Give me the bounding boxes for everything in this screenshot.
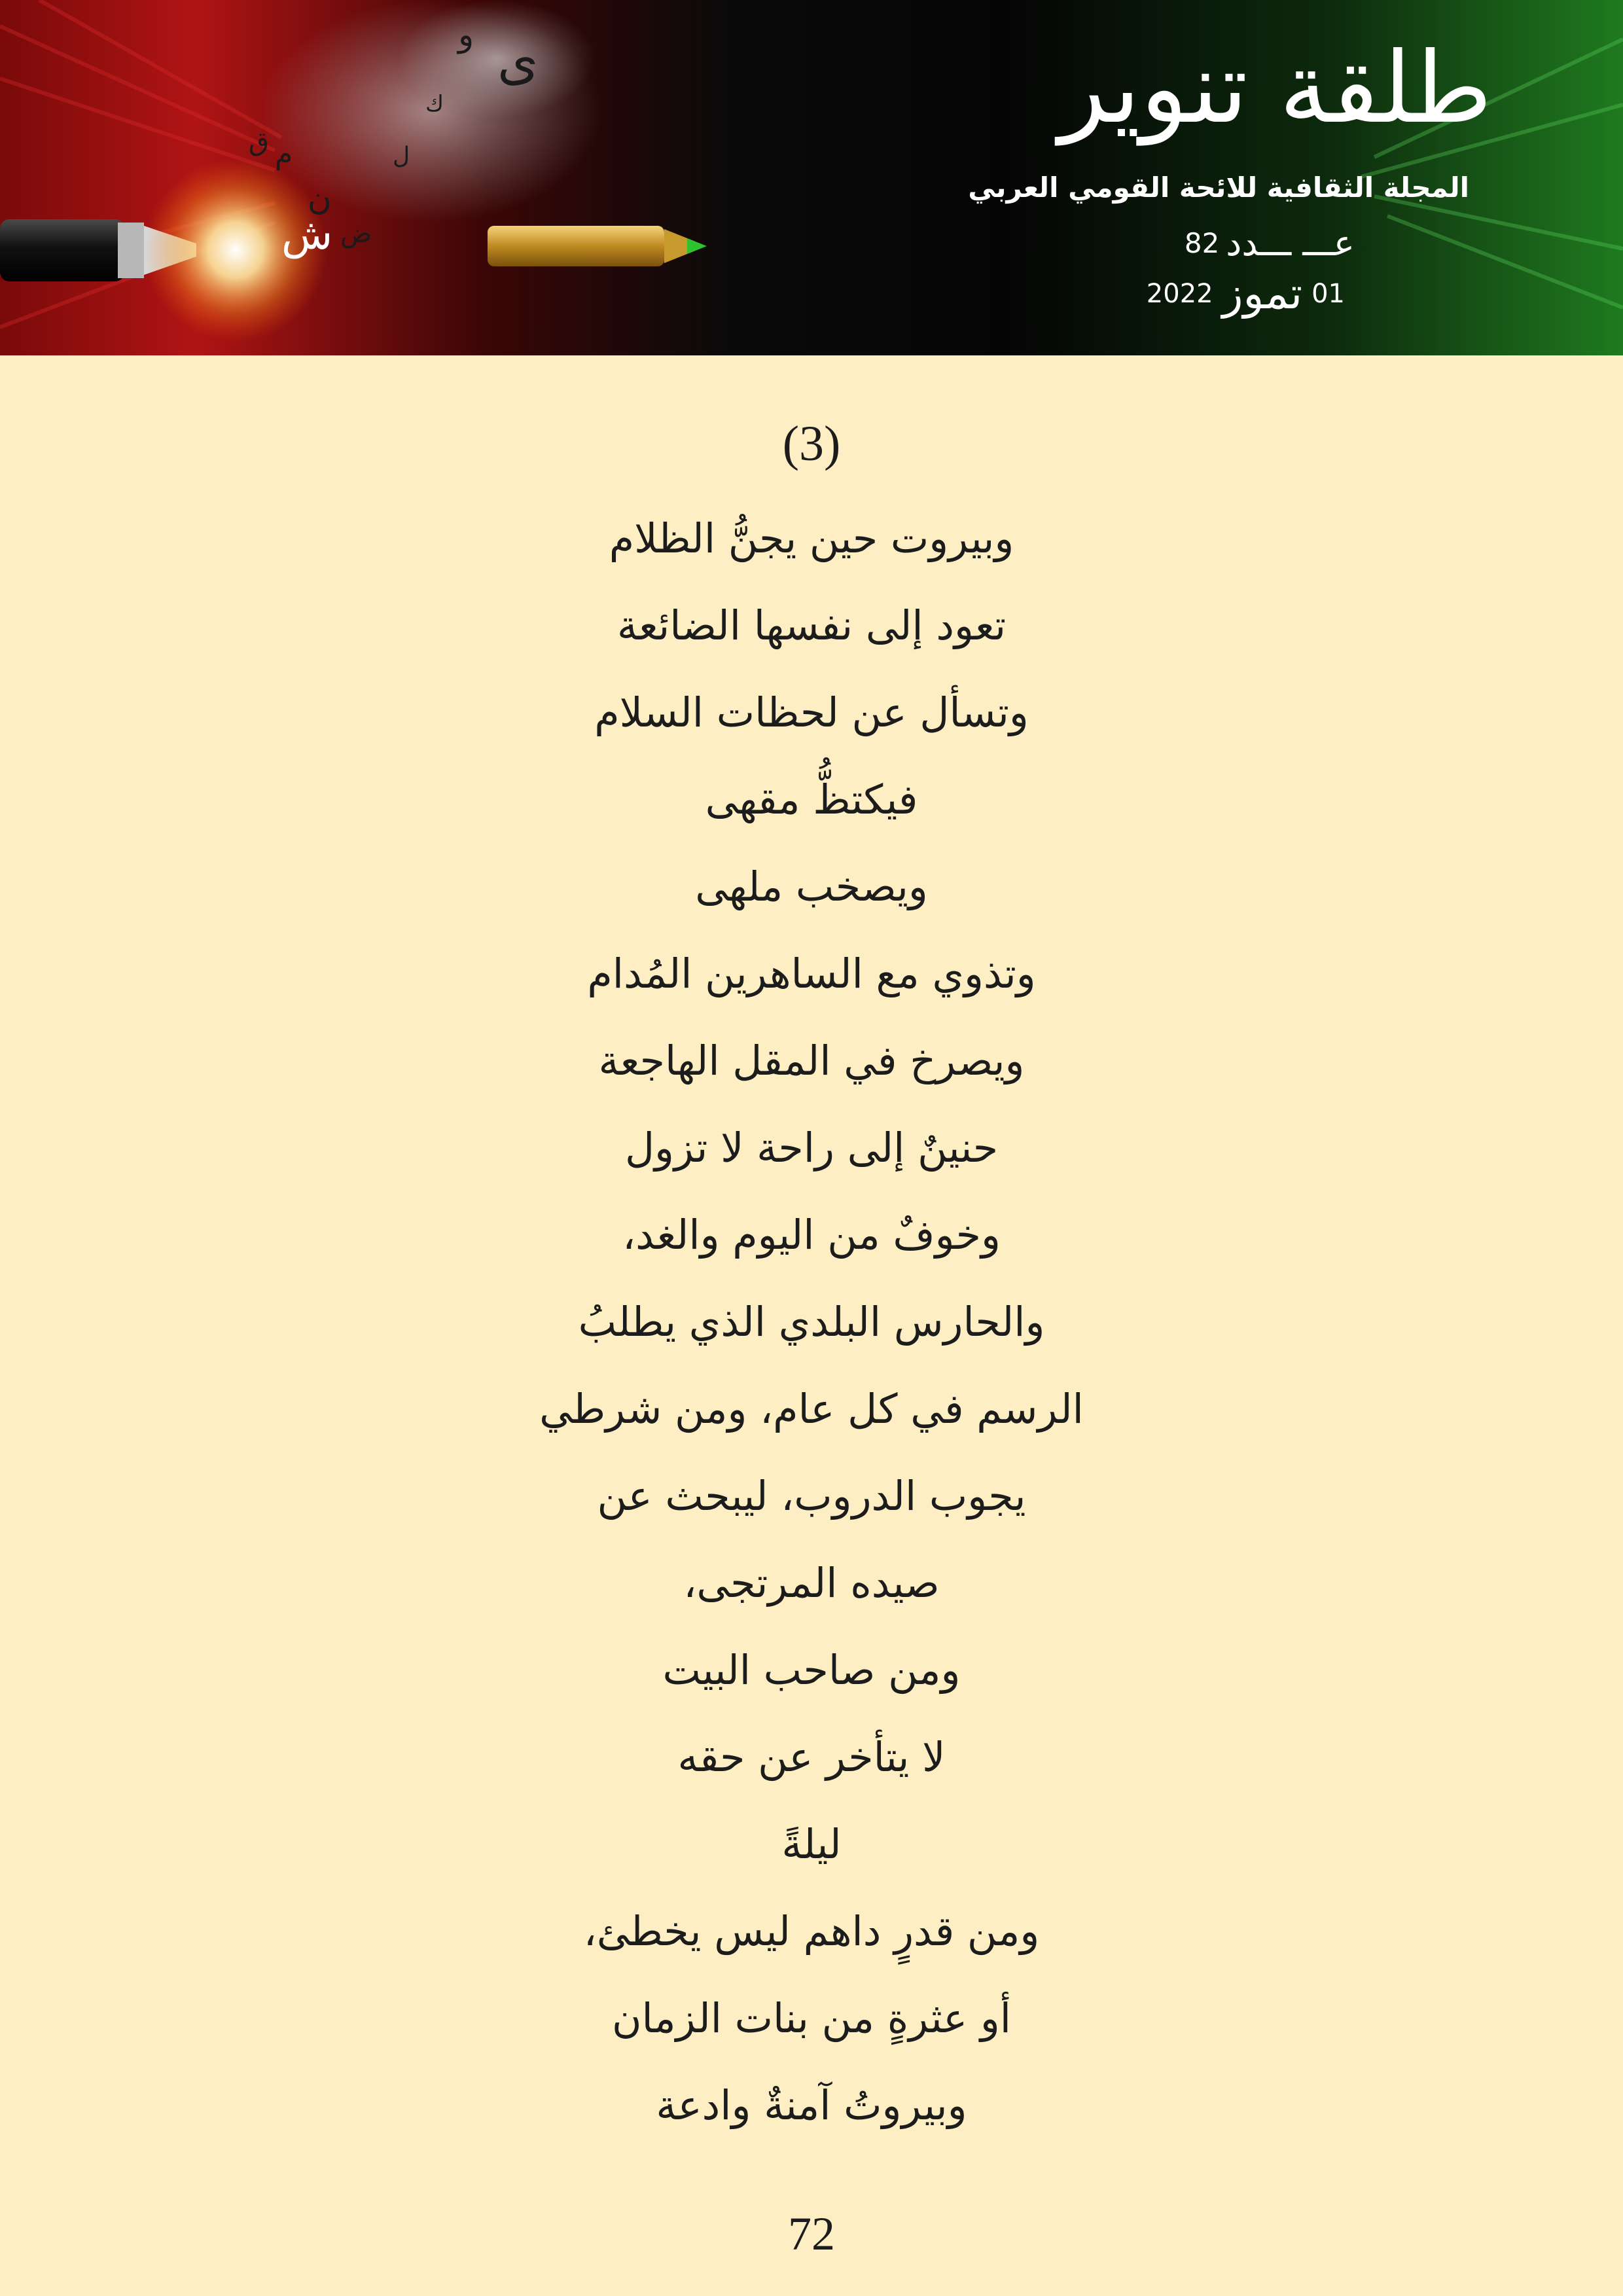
issue-number-line bbox=[1185, 223, 1355, 264]
svg-text:ن: ن bbox=[308, 179, 332, 217]
poem-line: ويصخب ملهى bbox=[695, 863, 928, 910]
poem-line: فيكتظُّ مقهى bbox=[705, 776, 918, 823]
issue-number: 82 bbox=[1184, 227, 1220, 259]
section-number: (3) bbox=[782, 416, 841, 471]
pen-band bbox=[118, 223, 144, 278]
svg-text:ض: ض bbox=[340, 219, 372, 249]
poem-line: حنينٌ إلى راحة لا تزول bbox=[624, 1124, 999, 1172]
poem-line: الرسم في كل عام، ومن شرطي bbox=[539, 1385, 1084, 1433]
svg-text:ق: ق bbox=[249, 127, 270, 157]
svg-text:ل: ل bbox=[393, 143, 410, 170]
poem-line: ويصرخ في المقل الهاجعة bbox=[598, 1037, 1025, 1085]
date-year: 2022 bbox=[1146, 278, 1213, 309]
date-month: تموز bbox=[1222, 268, 1303, 319]
poem-line: وتسأل عن لحظات السلام bbox=[594, 689, 1029, 736]
magazine-subtitle: المجلة الثقافية للائحة القومي العربي bbox=[968, 171, 1469, 204]
issue-date bbox=[1147, 268, 1345, 319]
poem-line: ومن قدرٍ داهم ليس يخطئ، bbox=[583, 1907, 1040, 1955]
poem-line: وخوفٌ من اليوم والغد، bbox=[622, 1211, 1001, 1259]
poem-lines bbox=[0, 495, 1623, 2149]
poem-body bbox=[0, 393, 1623, 2149]
poem-line: صيده المرتجى، bbox=[683, 1559, 940, 1607]
poem-line: وتذوي مع الساهرين المُدام bbox=[587, 950, 1036, 997]
poem-line: ومن صاحب البيت bbox=[662, 1646, 961, 1694]
svg-text:ك: ك bbox=[425, 91, 444, 117]
poem-line: أو عثرةٍ من بنات الزمان bbox=[612, 1994, 1011, 2042]
poem-line: يجوب الدروب، ليبحث عن bbox=[597, 1472, 1026, 1520]
magazine-title: طلقة تنوير bbox=[1058, 31, 1492, 145]
poem-line: ليلةً bbox=[781, 1820, 842, 1868]
svg-text:و: و bbox=[458, 16, 474, 54]
bullet-casing bbox=[488, 226, 664, 266]
poem-line: وبيروت حين يجنُّ الظلام bbox=[609, 514, 1014, 562]
pen-body bbox=[0, 219, 124, 281]
poem-line: والحارس البلدي الذي يطلبُ bbox=[578, 1298, 1045, 1346]
svg-text:ى: ى bbox=[497, 30, 539, 91]
page-number: 72 bbox=[788, 2208, 835, 2260]
svg-text:م: م bbox=[275, 137, 293, 171]
poem-line: تعود إلى نفسها الضائعة bbox=[616, 601, 1007, 649]
poem-line: وبيروتُ آمنةٌ وادعة bbox=[656, 2081, 967, 2129]
masthead-banner bbox=[0, 0, 1623, 355]
issue-label: عـــ ـــدد bbox=[1226, 223, 1355, 264]
svg-text:ش: ش bbox=[281, 211, 333, 259]
poem-line: لا يتأخر عن حقه bbox=[677, 1733, 946, 1781]
date-day: 01 bbox=[1311, 278, 1345, 309]
